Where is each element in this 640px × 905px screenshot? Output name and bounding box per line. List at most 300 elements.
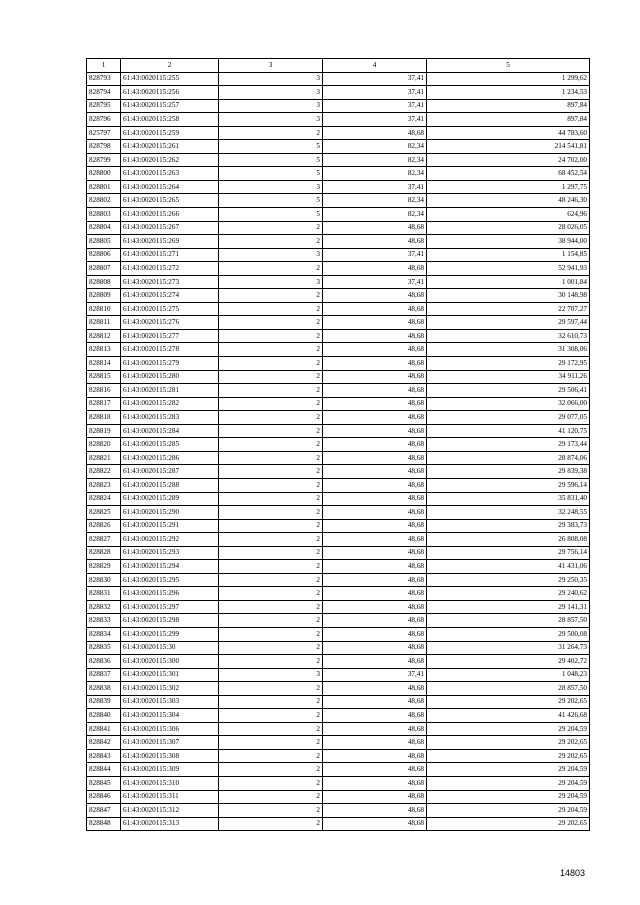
cadastral-value-cell: 1 048,23	[427, 668, 590, 682]
row-number-cell: 828810	[87, 302, 121, 316]
group-code-cell: 2	[219, 478, 323, 492]
specific-index-cell: 48,68	[323, 343, 427, 357]
group-code-cell: 2	[219, 492, 323, 506]
cadastral-value-cell: 29 202,65	[427, 817, 590, 831]
row-number-cell: 828816	[87, 384, 121, 398]
row-number-cell: 828820	[87, 438, 121, 452]
table-row	[87, 668, 590, 682]
group-code-cell: 2	[219, 546, 323, 560]
specific-index-cell: 48,68	[323, 302, 427, 316]
table-row	[87, 343, 590, 357]
table-row	[87, 560, 590, 574]
table-row	[87, 126, 590, 140]
specific-index-cell: 37,41	[323, 275, 427, 289]
table-row	[87, 289, 590, 303]
cadastral-number-cell: 61:43:0020115:288	[121, 478, 219, 492]
cadastral-number-cell: 61:43:0020115:289	[121, 492, 219, 506]
cadastral-value-cell: 1 154,85	[427, 248, 590, 262]
row-number-cell: 828833	[87, 614, 121, 628]
table-row	[87, 262, 590, 276]
cadastral-value-cell: 28 857,50	[427, 614, 590, 628]
cadastral-number-cell: 61:43:0020115:264	[121, 180, 219, 194]
cadastral-value-cell: 24 702,00	[427, 153, 590, 167]
specific-index-cell: 48,68	[323, 397, 427, 411]
table-row	[87, 424, 590, 438]
specific-index-cell: 48,68	[323, 451, 427, 465]
specific-index-cell: 48,68	[323, 492, 427, 506]
cadastral-number-cell: 61:43:0020115:307	[121, 736, 219, 750]
table-row	[87, 140, 590, 154]
specific-index-cell: 48,68	[323, 357, 427, 371]
column-header-2: 2	[121, 59, 219, 73]
row-number-cell: 828831	[87, 587, 121, 601]
table-row	[87, 99, 590, 113]
row-number-cell: 828822	[87, 465, 121, 479]
group-code-cell: 2	[219, 804, 323, 818]
cadastral-number-cell: 61:43:0020115:256	[121, 86, 219, 100]
group-code-cell: 2	[219, 302, 323, 316]
cadastral-value-cell: 29 077,05	[427, 411, 590, 425]
table-row	[87, 302, 590, 316]
specific-index-cell: 48,68	[323, 587, 427, 601]
specific-index-cell: 37,41	[323, 248, 427, 262]
cadastral-number-cell: 61:43:0020115:292	[121, 533, 219, 547]
row-number-cell: 828848	[87, 817, 121, 831]
cadastral-value-cell: 29 204,59	[427, 804, 590, 818]
table-row	[87, 153, 590, 167]
group-code-cell: 2	[219, 695, 323, 709]
table-row	[87, 776, 590, 790]
group-code-cell: 2	[219, 736, 323, 750]
table-row	[87, 600, 590, 614]
cadastral-number-cell: 61:43:0020115:262	[121, 153, 219, 167]
cadastral-value-cell: 48 246,30	[427, 194, 590, 208]
specific-index-cell: 48,68	[323, 682, 427, 696]
cadastral-number-cell: 61:43:0020115:312	[121, 804, 219, 818]
cadastral-value-cell: 29 383,73	[427, 519, 590, 533]
specific-index-cell: 48,68	[323, 329, 427, 343]
cadastral-value-cell: 29 756,14	[427, 546, 590, 560]
table-row	[87, 533, 590, 547]
table-row	[87, 411, 590, 425]
cadastral-number-cell: 61:43:0020115:279	[121, 357, 219, 371]
cadastral-value-cell: 41 426,68	[427, 709, 590, 723]
row-number-cell: 828843	[87, 749, 121, 763]
cadastral-value-cell: 52 941,93	[427, 262, 590, 276]
column-header-1: 1	[87, 59, 121, 73]
row-number-cell: 828837	[87, 668, 121, 682]
specific-index-cell: 48,68	[323, 478, 427, 492]
cadastral-value-cell: 29 202,65	[427, 749, 590, 763]
table-row	[87, 384, 590, 398]
group-code-cell: 3	[219, 72, 323, 86]
table-row	[87, 817, 590, 831]
table-row	[87, 573, 590, 587]
cadastral-value-cell: 41 431,06	[427, 560, 590, 574]
cadastral-number-cell: 61:43:0020115:281	[121, 384, 219, 398]
row-number-cell: 828826	[87, 519, 121, 533]
table-row	[87, 655, 590, 669]
cadastral-number-cell: 61:43:0020115:304	[121, 709, 219, 723]
row-number-cell: 825797	[87, 126, 121, 140]
row-number-cell: 828795	[87, 99, 121, 113]
specific-index-cell: 48,68	[323, 776, 427, 790]
cadastral-number-cell: 61:43:0020115:313	[121, 817, 219, 831]
specific-index-cell: 48,68	[323, 235, 427, 249]
table-row	[87, 180, 590, 194]
specific-index-cell: 37,41	[323, 86, 427, 100]
cadastral-number-cell: 61:43:0020115:293	[121, 546, 219, 560]
specific-index-cell: 48,68	[323, 790, 427, 804]
table-row	[87, 722, 590, 736]
cadastral-number-cell: 61:43:0020115:287	[121, 465, 219, 479]
specific-index-cell: 82,34	[323, 153, 427, 167]
table-row	[87, 682, 590, 696]
specific-index-cell: 48,68	[323, 221, 427, 235]
cadastral-value-cell: 34 911,26	[427, 370, 590, 384]
table-row	[87, 370, 590, 384]
cadastral-number-cell: 61:43:0020115:295	[121, 573, 219, 587]
row-number-cell: 828812	[87, 329, 121, 343]
cadastral-number-cell: 61:43:0020115:257	[121, 99, 219, 113]
row-number-cell: 828829	[87, 560, 121, 574]
specific-index-cell: 37,41	[323, 668, 427, 682]
group-code-cell: 2	[219, 235, 323, 249]
cadastral-value-cell: 68 452,54	[427, 167, 590, 181]
table-row	[87, 451, 590, 465]
cadastral-number-cell: 61:43:0020115:266	[121, 208, 219, 222]
row-number-cell: 828840	[87, 709, 121, 723]
cadastral-number-cell: 61:43:0020115:278	[121, 343, 219, 357]
table-row	[87, 235, 590, 249]
cadastral-value-cell: 26 808,08	[427, 533, 590, 547]
row-number-cell: 828819	[87, 424, 121, 438]
row-number-cell: 828807	[87, 262, 121, 276]
group-code-cell: 3	[219, 99, 323, 113]
table-row	[87, 357, 590, 371]
table-row	[87, 627, 590, 641]
group-code-cell: 2	[219, 627, 323, 641]
table-row	[87, 587, 590, 601]
table-row	[87, 194, 590, 208]
cadastral-number-cell: 61:43:0020115:276	[121, 316, 219, 330]
cadastral-value-cell: 29 202,65	[427, 695, 590, 709]
cadastral-value-cell: 32 610,73	[427, 329, 590, 343]
cadastral-value-cell: 1 001,84	[427, 275, 590, 289]
row-number-cell: 828815	[87, 370, 121, 384]
cadastral-value-cell: 41 120,75	[427, 424, 590, 438]
table-row	[87, 763, 590, 777]
cadastral-number-cell: 61:43:0020115:303	[121, 695, 219, 709]
specific-index-cell: 48,68	[323, 126, 427, 140]
cadastral-number-cell: 61:43:0020115:302	[121, 682, 219, 696]
table-row	[87, 519, 590, 533]
group-code-cell: 2	[219, 221, 323, 235]
row-number-cell: 828824	[87, 492, 121, 506]
group-code-cell: 2	[219, 262, 323, 276]
cadastral-number-cell: 61:43:0020115:255	[121, 72, 219, 86]
specific-index-cell: 48,68	[323, 722, 427, 736]
row-number-cell: 828811	[87, 316, 121, 330]
specific-index-cell: 48,68	[323, 817, 427, 831]
group-code-cell: 2	[219, 817, 323, 831]
specific-index-cell: 48,68	[323, 763, 427, 777]
group-code-cell: 2	[219, 506, 323, 520]
cadastral-value-cell: 35 831,40	[427, 492, 590, 506]
specific-index-cell: 48,68	[323, 370, 427, 384]
specific-index-cell: 48,68	[323, 465, 427, 479]
specific-index-cell: 48,68	[323, 411, 427, 425]
specific-index-cell: 37,41	[323, 99, 427, 113]
specific-index-cell: 48,68	[323, 384, 427, 398]
row-number-cell: 828827	[87, 533, 121, 547]
column-header-4: 4	[323, 59, 427, 73]
specific-index-cell: 37,41	[323, 72, 427, 86]
cadastral-number-cell: 61:43:0020115:286	[121, 451, 219, 465]
cadastral-number-cell: 61:43:0020115:282	[121, 397, 219, 411]
cadastral-number-cell: 61:43:0020115:258	[121, 113, 219, 127]
column-header-5: 5	[427, 59, 590, 73]
row-number-cell: 828828	[87, 546, 121, 560]
group-code-cell: 2	[219, 573, 323, 587]
cadastral-value-cell: 28 026,05	[427, 221, 590, 235]
cadastral-number-cell: 61:43:0020115:272	[121, 262, 219, 276]
table-row	[87, 248, 590, 262]
cadastral-number-cell: 61:43:0020115:275	[121, 302, 219, 316]
row-number-cell: 828825	[87, 506, 121, 520]
specific-index-cell: 48,68	[323, 736, 427, 750]
specific-index-cell: 48,68	[323, 560, 427, 574]
table-row	[87, 790, 590, 804]
cadastral-number-cell: 61:43:0020115:308	[121, 749, 219, 763]
cadastral-number-cell: 61:43:0020115:263	[121, 167, 219, 181]
specific-index-cell: 48,68	[323, 600, 427, 614]
specific-index-cell: 37,41	[323, 113, 427, 127]
cadastral-value-cell: 1 299,62	[427, 72, 590, 86]
group-code-cell: 2	[219, 776, 323, 790]
row-number-cell: 828806	[87, 248, 121, 262]
cadastral-number-cell: 61:43:0020115:291	[121, 519, 219, 533]
table-row	[87, 167, 590, 181]
cadastral-value-cell: 29 506,41	[427, 384, 590, 398]
row-number-cell: 828805	[87, 235, 121, 249]
group-code-cell: 2	[219, 682, 323, 696]
row-number-cell: 828804	[87, 221, 121, 235]
group-code-cell: 3	[219, 668, 323, 682]
group-code-cell: 2	[219, 438, 323, 452]
cadastral-value-cell: 31 264,73	[427, 641, 590, 655]
cadastral-number-cell: 61:43:0020115:30	[121, 641, 219, 655]
cadastral-value-cell: 29 173,44	[427, 438, 590, 452]
specific-index-cell: 48,68	[323, 573, 427, 587]
table-row	[87, 695, 590, 709]
cadastral-value-cell: 38 944,00	[427, 235, 590, 249]
group-code-cell: 2	[219, 709, 323, 723]
row-number-cell: 828842	[87, 736, 121, 750]
cadastral-number-cell: 61:43:0020115:261	[121, 140, 219, 154]
group-code-cell: 2	[219, 533, 323, 547]
specific-index-cell: 48,68	[323, 709, 427, 723]
row-number-cell: 828817	[87, 397, 121, 411]
group-code-cell: 2	[219, 655, 323, 669]
specific-index-cell: 48,68	[323, 438, 427, 452]
table-row	[87, 72, 590, 86]
row-number-cell: 828798	[87, 140, 121, 154]
row-number-cell: 828830	[87, 573, 121, 587]
cadastral-value-cell: 29 240,62	[427, 587, 590, 601]
cadastral-number-cell: 61:43:0020115:273	[121, 275, 219, 289]
row-number-cell: 828814	[87, 357, 121, 371]
row-number-cell: 828809	[87, 289, 121, 303]
specific-index-cell: 48,68	[323, 424, 427, 438]
cadastral-value-table	[86, 58, 590, 831]
table-row	[87, 208, 590, 222]
cadastral-number-cell: 61:43:0020115:309	[121, 763, 219, 777]
specific-index-cell: 37,41	[323, 180, 427, 194]
specific-index-cell: 82,34	[323, 194, 427, 208]
table-row	[87, 804, 590, 818]
table-row	[87, 397, 590, 411]
group-code-cell: 2	[219, 126, 323, 140]
specific-index-cell: 82,34	[323, 208, 427, 222]
table-row	[87, 709, 590, 723]
group-code-cell: 2	[219, 641, 323, 655]
row-number-cell: 828823	[87, 478, 121, 492]
cadastral-value-cell: 28 874,06	[427, 451, 590, 465]
cadastral-value-cell: 29 839,38	[427, 465, 590, 479]
cadastral-number-cell: 61:43:0020115:265	[121, 194, 219, 208]
row-number-cell: 828800	[87, 167, 121, 181]
table-row	[87, 478, 590, 492]
cadastral-number-cell: 61:43:0020115:285	[121, 438, 219, 452]
group-code-cell: 2	[219, 560, 323, 574]
group-code-cell: 2	[219, 749, 323, 763]
row-number-cell: 828808	[87, 275, 121, 289]
group-code-cell: 3	[219, 248, 323, 262]
row-number-cell: 828818	[87, 411, 121, 425]
cadastral-value-cell: 22 707,27	[427, 302, 590, 316]
group-code-cell: 5	[219, 194, 323, 208]
table-row	[87, 736, 590, 750]
row-number-cell: 828832	[87, 600, 121, 614]
row-number-cell: 828841	[87, 722, 121, 736]
cadastral-value-cell: 44 783,60	[427, 126, 590, 140]
cadastral-value-cell: 32 248,55	[427, 506, 590, 520]
specific-index-cell: 48,68	[323, 655, 427, 669]
specific-index-cell: 48,68	[323, 749, 427, 763]
cadastral-number-cell: 61:43:0020115:271	[121, 248, 219, 262]
table-row	[87, 749, 590, 763]
cadastral-value-cell: 29 500,08	[427, 627, 590, 641]
cadastral-value-cell: 28 857,50	[427, 682, 590, 696]
group-code-cell: 2	[219, 357, 323, 371]
cadastral-value-cell: 624,96	[427, 208, 590, 222]
group-code-cell: 2	[219, 722, 323, 736]
table-row	[87, 221, 590, 235]
group-code-cell: 2	[219, 329, 323, 343]
table-row	[87, 329, 590, 343]
group-code-cell: 2	[219, 370, 323, 384]
cadastral-value-cell: 31 308,06	[427, 343, 590, 357]
row-number-cell: 828847	[87, 804, 121, 818]
cadastral-value-cell: 30 148,98	[427, 289, 590, 303]
specific-index-cell: 48,68	[323, 262, 427, 276]
table-row	[87, 86, 590, 100]
row-number-cell: 828838	[87, 682, 121, 696]
cadastral-value-cell: 29 597,44	[427, 316, 590, 330]
table-row	[87, 614, 590, 628]
specific-index-cell: 82,34	[323, 140, 427, 154]
row-number-cell: 828794	[87, 86, 121, 100]
cadastral-number-cell: 61:43:0020115:300	[121, 655, 219, 669]
group-code-cell: 2	[219, 763, 323, 777]
group-code-cell: 2	[219, 587, 323, 601]
cadastral-value-cell: 29 204,59	[427, 763, 590, 777]
cadastral-value-cell: 32 066,00	[427, 397, 590, 411]
table-body	[87, 72, 590, 831]
cadastral-number-cell: 61:43:0020115:299	[121, 627, 219, 641]
specific-index-cell: 48,68	[323, 804, 427, 818]
cadastral-value-cell: 29 204,59	[427, 790, 590, 804]
group-code-cell: 2	[219, 397, 323, 411]
cadastral-number-cell: 61:43:0020115:269	[121, 235, 219, 249]
cadastral-number-cell: 61:43:0020115:280	[121, 370, 219, 384]
table-row	[87, 438, 590, 452]
row-number-cell: 828839	[87, 695, 121, 709]
cadastral-number-cell: 61:43:0020115:311	[121, 790, 219, 804]
row-number-cell: 828801	[87, 180, 121, 194]
group-code-cell: 2	[219, 316, 323, 330]
cadastral-value-cell: 29 204,59	[427, 722, 590, 736]
column-header-3: 3	[219, 59, 323, 73]
table-row	[87, 465, 590, 479]
cadastral-number-cell: 61:43:0020115:306	[121, 722, 219, 736]
cadastral-value-cell: 29 204,59	[427, 776, 590, 790]
cadastral-number-cell: 61:43:0020115:284	[121, 424, 219, 438]
specific-index-cell: 82,34	[323, 167, 427, 181]
group-code-cell: 2	[219, 614, 323, 628]
cadastral-number-cell: 61:43:0020115:290	[121, 506, 219, 520]
row-number-cell: 828813	[87, 343, 121, 357]
cadastral-value-cell: 897,84	[427, 99, 590, 113]
row-number-cell: 828793	[87, 72, 121, 86]
cadastral-number-cell: 61:43:0020115:274	[121, 289, 219, 303]
group-code-cell: 3	[219, 86, 323, 100]
specific-index-cell: 48,68	[323, 614, 427, 628]
cadastral-number-cell: 61:43:0020115:294	[121, 560, 219, 574]
cadastral-number-cell: 61:43:0020115:310	[121, 776, 219, 790]
row-number-cell: 828844	[87, 763, 121, 777]
group-code-cell: 2	[219, 343, 323, 357]
group-code-cell: 5	[219, 167, 323, 181]
group-code-cell: 2	[219, 451, 323, 465]
cadastral-number-cell: 61:43:0020115:267	[121, 221, 219, 235]
cadastral-value-cell: 1 297,75	[427, 180, 590, 194]
table-row	[87, 316, 590, 330]
specific-index-cell: 48,68	[323, 546, 427, 560]
group-code-cell: 5	[219, 140, 323, 154]
table-row	[87, 506, 590, 520]
group-code-cell: 2	[219, 790, 323, 804]
table-row	[87, 641, 590, 655]
specific-index-cell: 48,68	[323, 695, 427, 709]
row-number-cell: 828821	[87, 451, 121, 465]
group-code-cell: 3	[219, 275, 323, 289]
row-number-cell: 828846	[87, 790, 121, 804]
table-row	[87, 492, 590, 506]
group-code-cell: 2	[219, 424, 323, 438]
row-number-cell: 828803	[87, 208, 121, 222]
